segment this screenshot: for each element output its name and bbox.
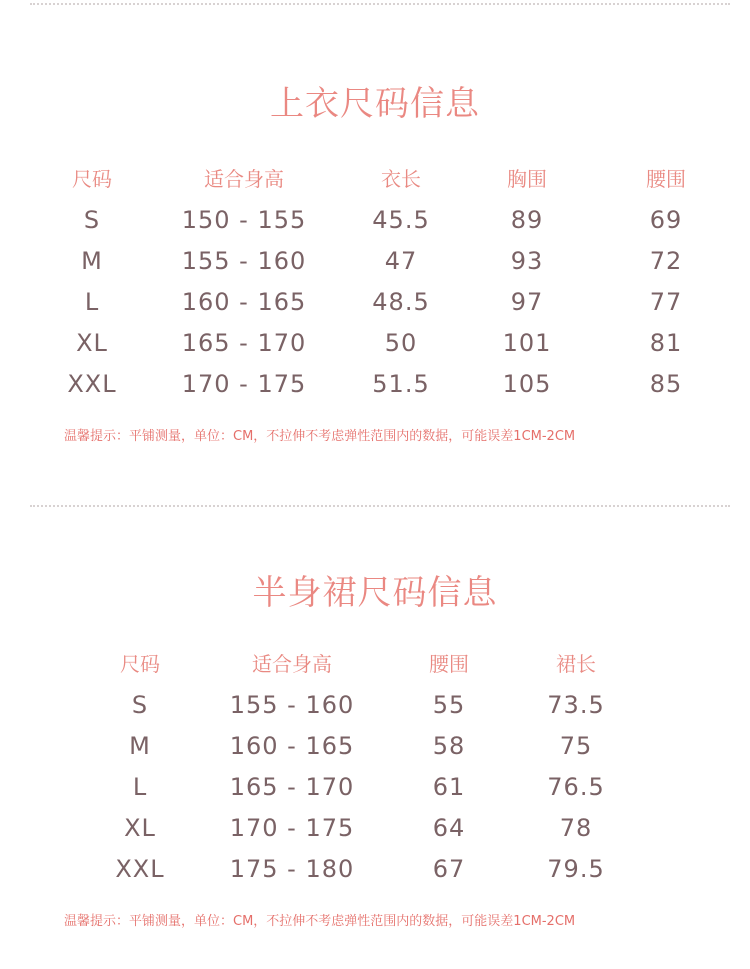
header-waist: 腰围 [646,167,686,191]
cell-chest: 97 [510,288,544,316]
header-length: 衣长 [381,167,421,191]
header-size: 尺码 [120,652,160,676]
cell-height: 165 - 170 [181,329,307,357]
cell-waist: 72 [649,247,683,275]
table-row [0,323,750,364]
table-header-row [0,159,750,200]
cell-skirt-length: 79.5 [547,855,605,883]
cell-height: 175 - 180 [229,855,355,883]
cell-length: 47 [384,247,418,275]
cell-height: 170 - 175 [229,814,355,842]
skirt-measurement-note: 温馨提示：平铺测量，单位：CM，不拉伸不考虑弹性范围内的数据，可能误差1CM-2CM [64,914,576,929]
table-header-row [0,644,750,685]
section-divider [30,505,730,507]
table-row [0,767,750,808]
cell-height: 155 - 160 [181,247,307,275]
table-row [0,685,750,726]
header-size: 尺码 [72,167,112,191]
cell-chest: 89 [510,206,544,234]
top-size-title: 上衣尺码信息 [270,84,480,124]
cell-size: XL [76,329,108,357]
cell-skirt-length: 76.5 [547,773,605,801]
header-height: 适合身高 [204,167,284,191]
cell-height: 160 - 165 [181,288,307,316]
cell-waist: 77 [649,288,683,316]
cell-length: 48.5 [372,288,430,316]
cell-waist: 69 [649,206,683,234]
header-height: 适合身高 [252,652,332,676]
cell-height: 160 - 165 [229,732,355,760]
cell-length: 45.5 [372,206,430,234]
skirt-size-table [0,644,750,890]
table-row [0,241,750,282]
header-waist: 腰围 [429,652,469,676]
cell-size: M [81,247,103,275]
table-row [0,282,750,323]
table-row [0,726,750,767]
cell-size: M [129,732,151,760]
cell-size: L [84,288,100,316]
cell-length: 51.5 [372,370,430,398]
cell-height: 155 - 160 [229,691,355,719]
cell-size: XXL [115,855,165,883]
cell-chest: 101 [502,329,552,357]
top-size-table [0,159,750,405]
cell-size: L [132,773,148,801]
cell-chest: 93 [510,247,544,275]
header-chest: 胸围 [507,167,547,191]
cell-size: XXL [67,370,117,398]
cell-waist: 55 [432,691,466,719]
cell-skirt-length: 75 [559,732,593,760]
cell-waist: 67 [432,855,466,883]
cell-height: 170 - 175 [181,370,307,398]
header-skirt-length: 裙长 [556,652,596,676]
cell-size: S [131,691,149,719]
table-row [0,849,750,890]
top-measurement-note: 温馨提示：平铺测量，单位：CM，不拉伸不考虑弹性范围内的数据，可能误差1CM-2CM [64,429,576,444]
cell-waist: 61 [432,773,466,801]
cell-length: 50 [384,329,418,357]
table-row [0,808,750,849]
cell-waist: 85 [649,370,683,398]
cell-waist: 64 [432,814,466,842]
cell-waist: 58 [432,732,466,760]
table-row [0,200,750,241]
cell-waist: 81 [649,329,683,357]
skirt-size-title: 半身裙尺码信息 [252,573,498,613]
cell-height: 150 - 155 [181,206,307,234]
table-row [0,364,750,405]
top-divider [30,3,730,5]
cell-skirt-length: 73.5 [547,691,605,719]
cell-skirt-length: 78 [559,814,593,842]
cell-height: 165 - 170 [229,773,355,801]
cell-size: XL [124,814,156,842]
cell-size: S [83,206,101,234]
cell-chest: 105 [502,370,552,398]
